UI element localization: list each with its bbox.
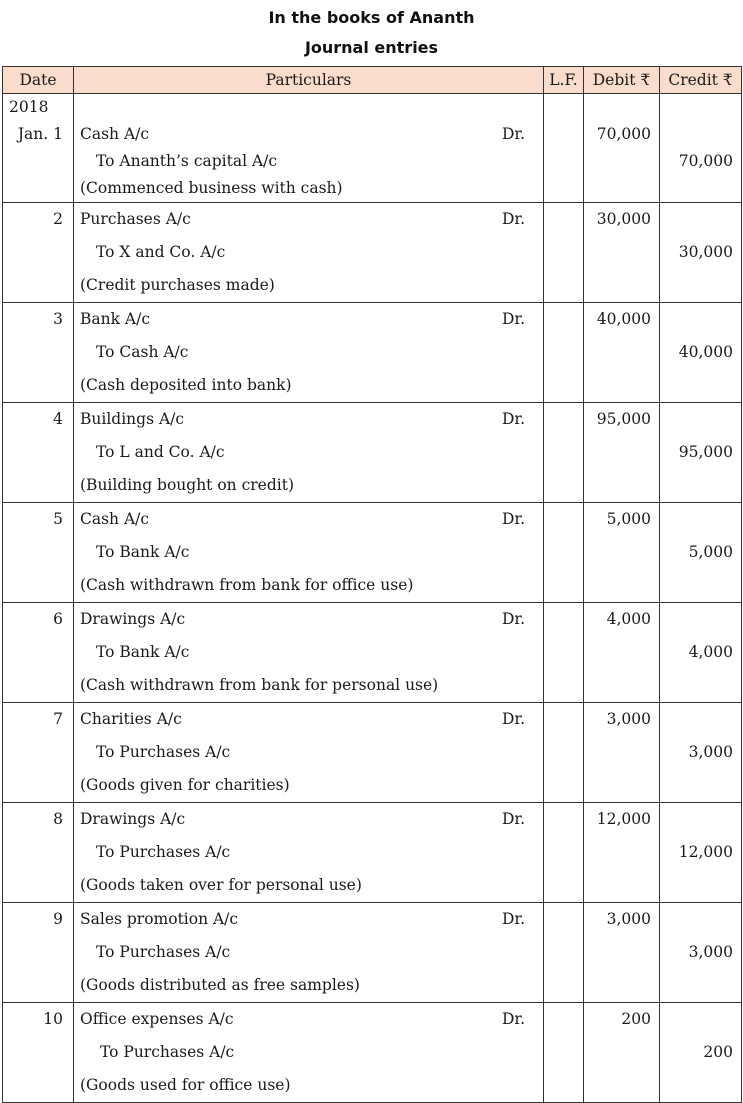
credit-account: To Purchases A/c [96,743,231,761]
debit-cell [584,203,660,303]
credit-account: To Cash A/c [96,343,189,361]
dr-label: Dr. [501,810,525,828]
debit-account: Purchases A/c [80,210,191,228]
dr-label: Dr. [501,310,525,328]
date-cell [3,403,74,503]
lf-cell [544,703,584,803]
credit-cell [660,403,742,503]
particulars-cell [74,94,544,203]
dr-label: Dr. [501,125,525,143]
column-header-debit: Debit ₹ [584,67,660,94]
credit-account: To Ananth’s capital A/c [96,152,278,170]
debit-cell [584,803,660,903]
narration: (Cash withdrawn from bank for personal use) [80,676,439,694]
table-row [3,203,742,303]
narration: (Goods distributed as free samples) [80,976,360,994]
dr-label: Dr. [501,610,525,628]
table-row [3,1003,742,1103]
credit-cell [660,303,742,403]
credit-account: To Purchases A/c [100,1043,235,1061]
particulars-cell [74,403,544,503]
dr-label: Dr. [501,410,525,428]
entry-date: 6 [53,610,63,628]
debit-amount: 40,000 [596,310,651,328]
table-row [3,94,742,203]
debit-cell [584,703,660,803]
debit-amount: 200 [621,1010,651,1028]
entry-date: 4 [53,410,63,428]
dr-label: Dr. [501,1010,525,1028]
lf-cell [544,403,584,503]
particulars-cell [74,903,544,1003]
debit-account: Sales promotion A/c [80,910,239,928]
dr-label: Dr. [501,510,525,528]
narration: (Goods used for office use) [80,1076,291,1094]
date-cell [3,94,74,203]
credit-cell [660,903,742,1003]
narration: (Goods taken over for personal use) [80,876,362,894]
credit-account: To Bank A/c [96,643,190,661]
table-row [3,703,742,803]
debit-amount: 30,000 [596,210,651,228]
debit-amount: 3,000 [606,710,651,728]
particulars-cell [74,503,544,603]
particulars-cell [74,1003,544,1103]
entry-date: 7 [53,710,63,728]
credit-account: To X and Co. A/c [96,243,226,261]
date-cell [3,303,74,403]
debit-cell [584,303,660,403]
date-cell [3,503,74,603]
debit-account: Charities A/c [80,710,182,728]
year-label: 2018 [9,98,49,116]
page-title: In the books of Ananth [268,8,475,27]
credit-amount: 5,000 [688,543,733,561]
narration: (Credit purchases made) [80,276,275,294]
table-row [3,503,742,603]
narration: (Commenced business with cash) [80,179,343,197]
table-row [3,303,742,403]
entry-date: 3 [53,310,63,328]
date-cell [3,903,74,1003]
debit-account: Cash A/c [80,510,150,528]
date-cell [3,803,74,903]
credit-amount: 12,000 [678,843,733,861]
lf-cell [544,603,584,703]
credit-amount: 4,000 [688,643,733,661]
page-subtitle: Journal entries [304,38,439,57]
lf-cell [544,303,584,403]
credit-account: To Purchases A/c [96,943,231,961]
particulars-cell [74,303,544,403]
credit-cell [660,603,742,703]
credit-cell [660,703,742,803]
debit-cell [584,1003,660,1103]
credit-amount: 40,000 [678,343,733,361]
credit-cell [660,1003,742,1103]
lf-cell [544,94,584,203]
credit-amount: 3,000 [688,743,733,761]
debit-account: Buildings A/c [80,410,185,428]
credit-amount: 200 [703,1043,733,1061]
credit-cell [660,203,742,303]
debit-amount: 4,000 [606,610,651,628]
credit-cell [660,94,742,203]
particulars-cell [74,203,544,303]
debit-cell [584,603,660,703]
debit-amount: 12,000 [596,810,651,828]
credit-amount: 70,000 [678,152,733,170]
debit-amount: 3,000 [606,910,651,928]
credit-account: To L and Co. A/c [96,443,225,461]
debit-account: Office expenses A/c [80,1010,234,1028]
debit-cell [584,403,660,503]
date-cell [3,1003,74,1103]
credit-cell [660,503,742,603]
particulars-cell [74,803,544,903]
column-header-date: Date [3,67,74,94]
debit-cell [584,94,660,203]
entry-date: 5 [53,510,63,528]
column-header-particulars: Particulars [74,67,544,94]
credit-account: To Bank A/c [96,543,190,561]
debit-cell [584,503,660,603]
table-row [3,803,742,903]
table-row [3,403,742,503]
narration: (Building bought on credit) [80,476,295,494]
narration: (Cash deposited into bank) [80,376,292,394]
entry-date: 2 [53,210,63,228]
table-row [3,903,742,1003]
lf-cell [544,503,584,603]
column-header-credit: Credit ₹ [660,67,742,94]
credit-amount: 3,000 [688,943,733,961]
debit-account: Bank A/c [80,310,151,328]
header-row [3,67,742,94]
narration: (Goods given for charities) [80,776,290,794]
debit-cell [584,903,660,1003]
debit-account: Cash A/c [80,125,150,143]
particulars-cell [74,603,544,703]
particulars-cell [74,703,544,803]
debit-amount: 95,000 [596,410,651,428]
debit-amount: 70,000 [596,125,651,143]
entry-date: 9 [53,910,63,928]
entry-date: Jan. 1 [17,125,63,143]
column-header-lf: L.F. [544,67,584,94]
journal-table [2,66,742,1103]
debit-account: Drawings A/c [80,610,186,628]
dr-label: Dr. [501,210,525,228]
table-row [3,603,742,703]
debit-amount: 5,000 [606,510,651,528]
dr-label: Dr. [501,710,525,728]
narration: (Cash withdrawn from bank for office use) [80,576,414,594]
lf-cell [544,903,584,1003]
date-cell [3,703,74,803]
debit-account: Drawings A/c [80,810,186,828]
credit-amount: 30,000 [678,243,733,261]
date-cell [3,203,74,303]
dr-label: Dr. [501,910,525,928]
lf-cell [544,203,584,303]
lf-cell [544,803,584,903]
entry-date: 10 [43,1010,63,1028]
credit-cell [660,803,742,903]
entry-date: 8 [53,810,63,828]
credit-account: To Purchases A/c [96,843,231,861]
credit-amount: 95,000 [678,443,733,461]
date-cell [3,603,74,703]
lf-cell [544,1003,584,1103]
